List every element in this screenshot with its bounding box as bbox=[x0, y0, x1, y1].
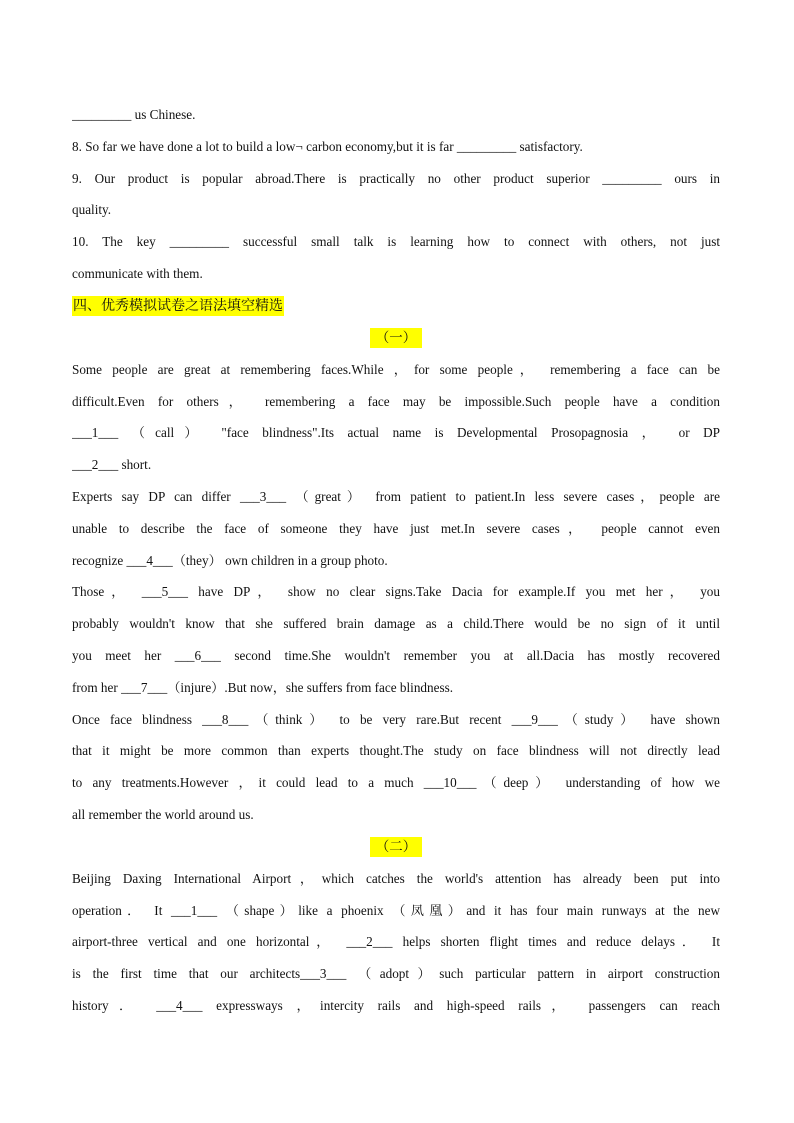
section-heading-row bbox=[72, 290, 720, 322]
passage-1-title: （一） bbox=[370, 328, 423, 348]
passage-line: is the first time that our architects___3___ （adopt）such particular pattern in airport construction bbox=[72, 966, 720, 982]
passage-line: ___1___ （call） "face blindness".Its actual name is Developmental Prosopagnosia ， or DP bbox=[72, 425, 720, 441]
exercise-line: _________ us Chinese. bbox=[72, 107, 196, 122]
passage-line: all remember the world around us. bbox=[72, 806, 254, 822]
passage-1-body bbox=[72, 354, 720, 831]
passage-line: Experts say DP can differ ___3___ （great） from patient to patient.In less severe cases，people are bbox=[72, 488, 720, 504]
passage-line: Those， ___5___ have DP， show no clear signs.Take Dacia for example.If you met her， you bbox=[72, 584, 720, 600]
passage-line: operation． It ___1___ （shape）like a phoenix （凤凰）and it has four main runways at the new bbox=[72, 902, 720, 918]
passage-line: from her ___7___（injure）.But now，she suffers from face blindness. bbox=[72, 679, 454, 695]
exercise-line: 9. Our product is popular abroad.There is practically no other product superior _________ ours in bbox=[72, 170, 720, 186]
passage-line: Once face blindness ___8___（think） to be very rare.But recent ___9___（study） have shown bbox=[72, 711, 720, 727]
passage-1-title-row bbox=[72, 322, 720, 354]
passage-line: ___2___ short. bbox=[72, 457, 152, 473]
passage-line: Some people are great at remembering faces.While ，for some people， remembering a face can be bbox=[72, 361, 720, 377]
section-heading: 四、优秀模拟试卷之语法填空精选 bbox=[73, 297, 283, 314]
document-page bbox=[72, 99, 720, 1022]
exercise-tail bbox=[72, 99, 720, 290]
passage-line: to any treatments.However ，it could lead to a much ___10___（deep） understanding of how we bbox=[72, 775, 720, 791]
passage-line: airport-three vertical and one horizontal， ___2___ helps shorten flight times and reduce delays． It bbox=[72, 934, 720, 950]
exercise-line: 10. The key _________ successful small talk is learning how to connect with others, not just bbox=[72, 234, 720, 250]
exercise-line: quality. bbox=[72, 202, 112, 218]
exercise-line: 8. So far we have done a lot to build a low¬ carbon economy,but it is far _________ satisfactory. bbox=[72, 138, 583, 154]
passage-line: Beijing Daxing International Airport，which catches the world's attention has already been put into bbox=[72, 870, 720, 886]
passage-line: recognize ___4___（they） own children in a group photo. bbox=[72, 552, 388, 568]
exercise-line: communicate with them. bbox=[72, 265, 203, 281]
passage-line: probably wouldn't know that she suffered brain damage as a child.There would be no sign of it until bbox=[72, 616, 720, 632]
passage-2-body bbox=[72, 863, 720, 1022]
passage-line: that it might be more common than experts thought.The study on face blindness will not directly lead bbox=[72, 743, 720, 759]
passage-line: history． ___4___ expressways ，intercity rails and high-speed rails， passengers can reach bbox=[72, 997, 720, 1013]
passage-line: you meet her ___6___ second time.She wouldn't remember you at all.Dacia has mostly recovered bbox=[72, 647, 720, 663]
passage-line: difficult.Even for others， remembering a face may be impossible.Such people have a condition bbox=[72, 393, 720, 409]
passage-line: unable to describe the face of someone they have just met.In severe cases， people cannot even bbox=[72, 520, 720, 536]
passage-2-title: （二） bbox=[370, 837, 423, 857]
passage-2-title-row bbox=[72, 831, 720, 863]
